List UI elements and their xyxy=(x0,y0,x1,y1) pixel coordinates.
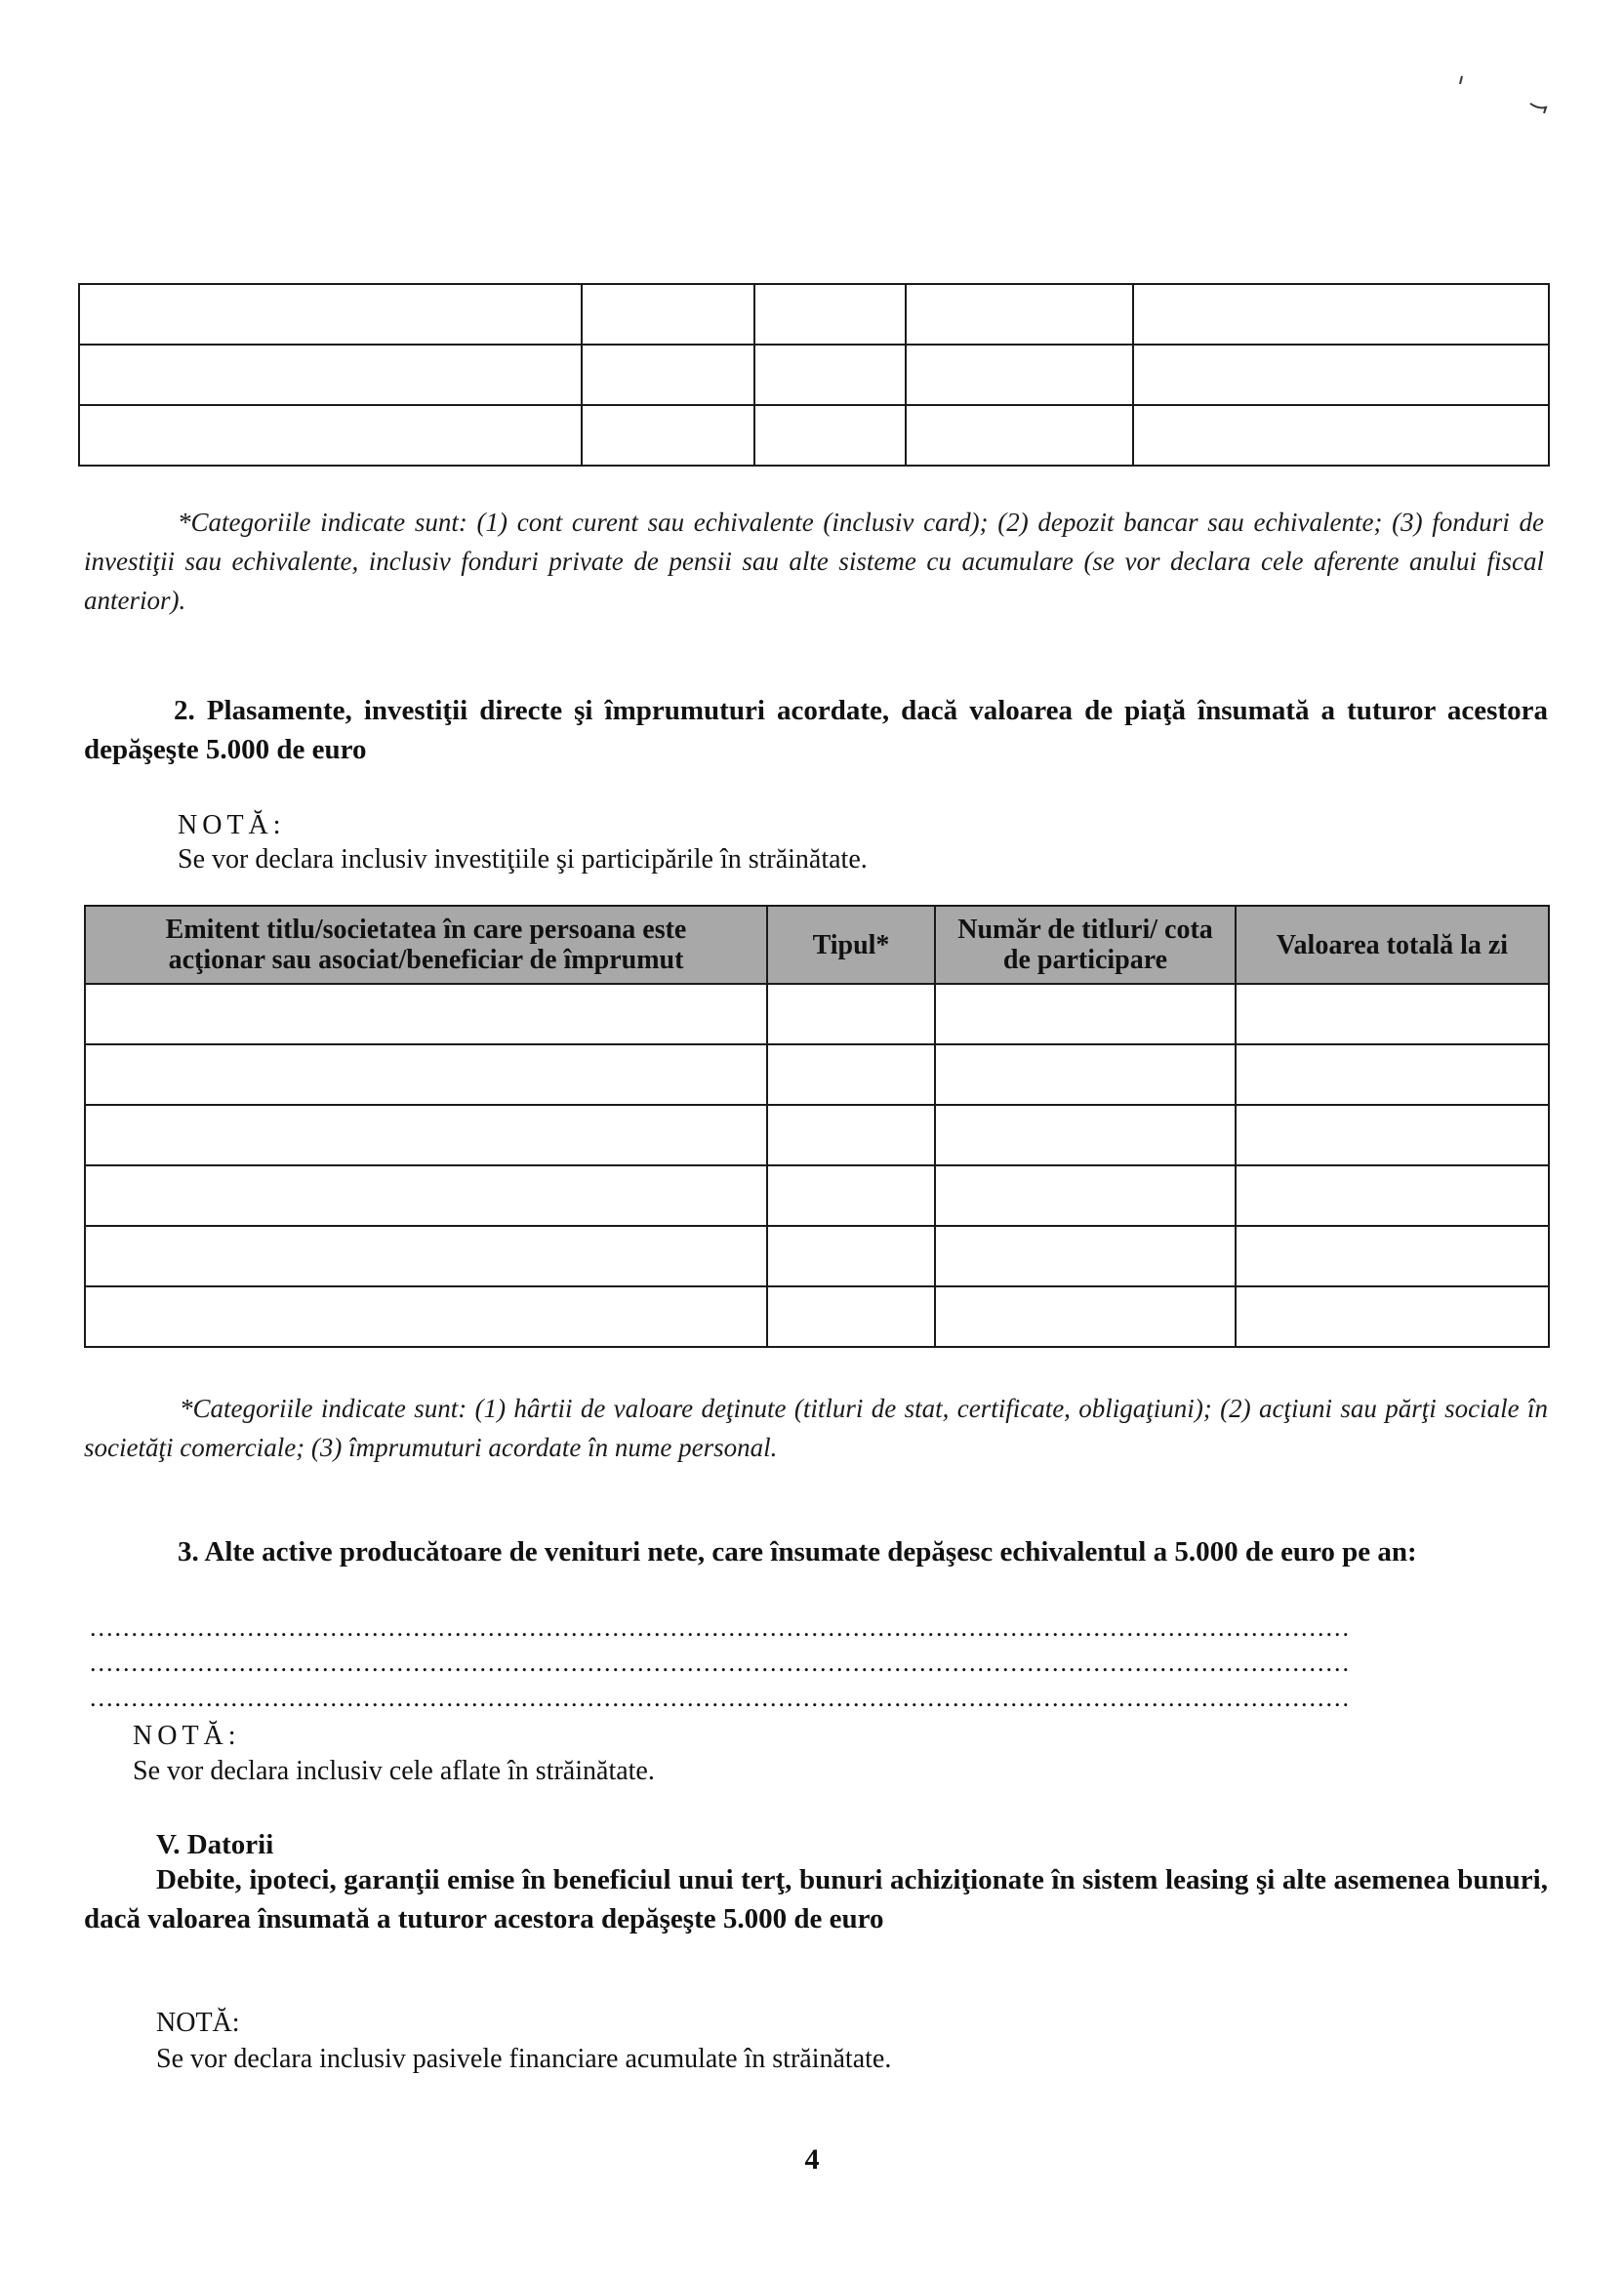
section-5-heading: Debite, ipoteci, garanţii emise în beneficiul unui terţ, bunuri achiziţionate în sistem leasing şi alte asemenea bunuri, dacă valoarea însumată a tuturor acestora depăşeşte 5.000 de euro xyxy=(84,1864,1548,1934)
table-cell[interactable] xyxy=(935,1286,1236,1347)
table-cell[interactable] xyxy=(935,1044,1236,1105)
section-5-nota-text: Se vor declara inclusiv pasivele financiare acumulate în străinătate. xyxy=(156,2044,892,2074)
table-cell[interactable] xyxy=(85,984,767,1044)
table-cell[interactable] xyxy=(767,1105,935,1165)
table-cell[interactable] xyxy=(85,1165,767,1226)
table-cell[interactable] xyxy=(935,984,1236,1044)
table-cell[interactable] xyxy=(85,1286,767,1347)
table-row xyxy=(79,284,1549,345)
table-cell[interactable] xyxy=(79,284,582,345)
section-2-nota-text: Se vor declara inclusiv investiţiile şi participările în străinătate. xyxy=(178,844,868,875)
section-2-nota-label: NOTĂ: xyxy=(178,810,286,840)
table-cell[interactable] xyxy=(1133,345,1549,405)
table-cell[interactable] xyxy=(85,1226,767,1286)
table-cell[interactable] xyxy=(1133,405,1549,466)
section-3-nota-text: Se vor declara inclusiv cele aflate în străinătate. xyxy=(133,1756,655,1786)
table-cell[interactable] xyxy=(767,1044,935,1105)
categories-note-2: *Categoriile indicate sunt: (1) hârtii de valoare deţinute (titluri de stat, certificate, obligaţiuni); (2) acţiuni sau părţi sociale în societăţi comerciale; (3) împrumuturi acordate în nume personal. xyxy=(84,1394,1548,1462)
table-cell[interactable] xyxy=(906,405,1133,466)
table-cell[interactable] xyxy=(79,345,582,405)
table-cell[interactable] xyxy=(767,984,935,1044)
table-row xyxy=(85,1165,1549,1226)
table-cell[interactable] xyxy=(1236,984,1549,1044)
top-empty-table xyxy=(78,283,1550,467)
table-cell[interactable] xyxy=(754,345,906,405)
table-cell[interactable] xyxy=(767,1165,935,1226)
table-cell[interactable] xyxy=(767,1286,935,1347)
table-cell[interactable] xyxy=(1133,284,1549,345)
column-header-count: Număr de titluri/ cota de participare xyxy=(935,906,1236,984)
table-cell[interactable] xyxy=(754,284,906,345)
table-row xyxy=(85,984,1549,1044)
dotted-line-2: ........................................................................................................................................................ xyxy=(90,1649,1351,1677)
page-number: 4 xyxy=(804,2143,820,2176)
section-3-heading: 3. Alte active producătoare de venituri nete, care însumate depăşesc echivalentul a 5.000 de euro pe an: xyxy=(178,1536,1417,1568)
table-row xyxy=(79,345,1549,405)
table-cell[interactable] xyxy=(79,405,582,466)
column-header-issuer: Emitent titlu/societatea în care persoana este acţionar sau asociat/beneficiar de împrumut xyxy=(85,906,767,984)
table-cell[interactable] xyxy=(582,345,754,405)
table-cell[interactable] xyxy=(906,345,1133,405)
table-row xyxy=(85,1105,1549,1165)
table-cell[interactable] xyxy=(935,1105,1236,1165)
scan-mark xyxy=(1444,68,1562,117)
table-cell[interactable] xyxy=(85,1105,767,1165)
section-5-nota-label: NOTĂ: xyxy=(156,2008,240,2038)
table-cell[interactable] xyxy=(582,284,754,345)
table-row xyxy=(79,405,1549,466)
table-row xyxy=(85,1044,1549,1105)
column-header-type: Tipul* xyxy=(767,906,935,984)
categories-note-1: *Categoriile indicate sunt: (1) cont curent sau echivalente (inclusiv card); (2) depozit bancar sau echivalente; (3) fonduri de investiţii sau echivalente, inclusiv fonduri private de pensii sau alte sisteme cu acumulare (se vor declara cele aferente anului fiscal anterior). xyxy=(84,508,1544,615)
section-5-title: V. Datorii xyxy=(156,1829,274,1860)
table-cell[interactable] xyxy=(1236,1044,1549,1105)
investments-table xyxy=(84,905,1550,1348)
table-cell[interactable] xyxy=(1236,1286,1549,1347)
table-row xyxy=(85,1286,1549,1347)
section-2-heading: 2. Plasamente, investiţii directe şi împrumuturi acordate, dacă valoarea de piaţă însumată a tuturor acestora depăşeşte 5.000 de euro xyxy=(84,695,1548,765)
column-header-total-value: Valoarea totală la zi xyxy=(1236,906,1549,984)
table-cell[interactable] xyxy=(1236,1105,1549,1165)
table-cell[interactable] xyxy=(754,405,906,466)
table-cell[interactable] xyxy=(906,284,1133,345)
table-cell[interactable] xyxy=(85,1044,767,1105)
table-cell[interactable] xyxy=(935,1165,1236,1226)
dotted-line-1: ........................................................................................................................................................ xyxy=(90,1613,1351,1642)
table-cell[interactable] xyxy=(1236,1165,1549,1226)
dotted-line-3: ........................................................................................................................................................ xyxy=(90,1684,1351,1712)
table-cell[interactable] xyxy=(582,405,754,466)
table-row xyxy=(85,1226,1549,1286)
table-cell[interactable] xyxy=(935,1226,1236,1286)
table-cell[interactable] xyxy=(767,1226,935,1286)
section-3-nota-label: NOTĂ: xyxy=(133,1721,241,1751)
table-cell[interactable] xyxy=(1236,1226,1549,1286)
